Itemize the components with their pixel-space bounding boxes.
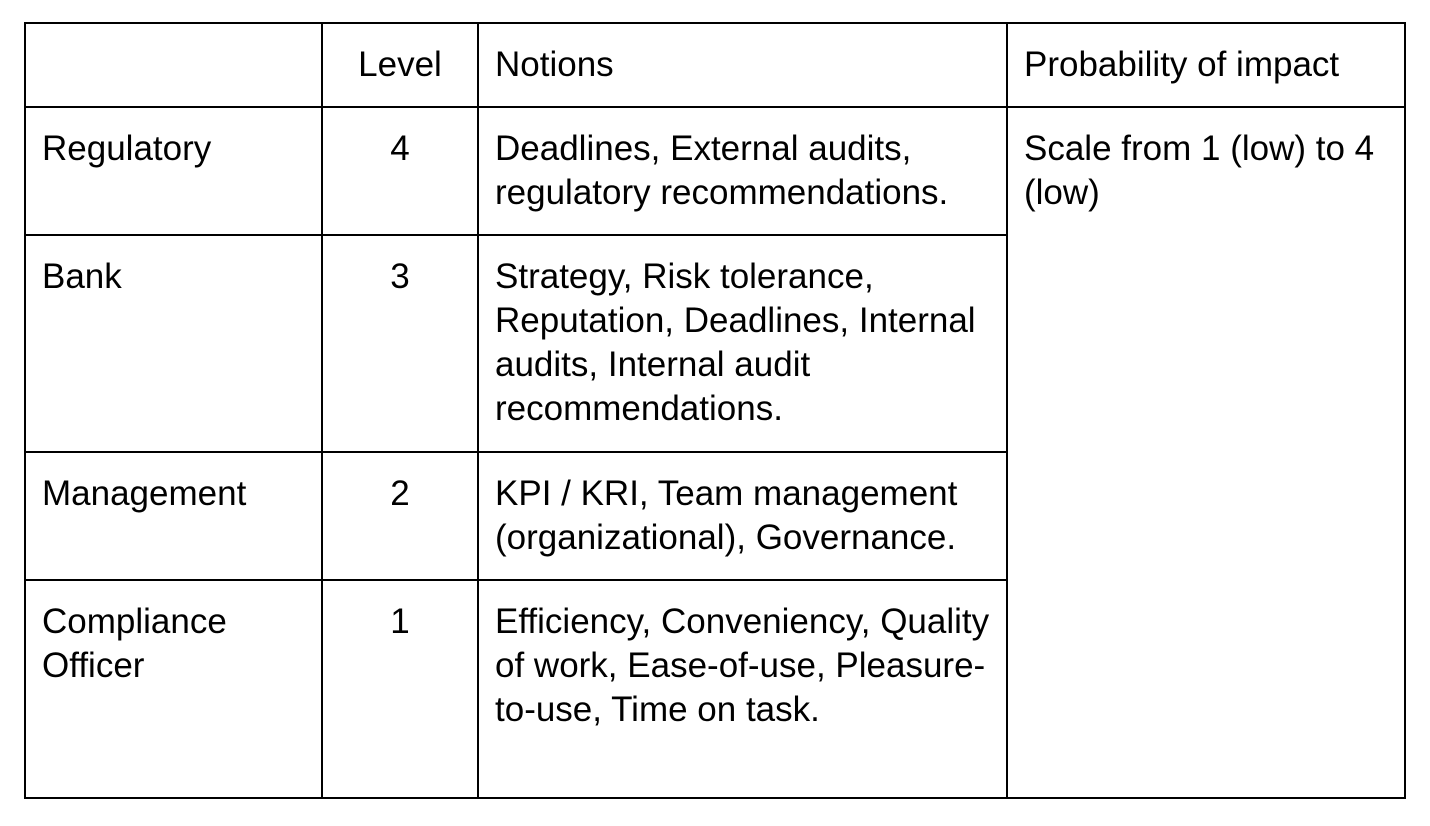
row-notions: Efficiency, Conveniency, Quality of work, Ease-of-use, Pleasure-to-use, Time on task. (478, 580, 1007, 798)
probability-note: Scale from 1 (low) to 4 (low) (1007, 107, 1405, 798)
row-notions: KPI / KRI, Team management (organizational), Governance. (478, 452, 1007, 580)
row-level: 2 (322, 452, 478, 580)
header-cell-probability: Probability of impact (1007, 23, 1405, 107)
row-category: Bank (25, 235, 322, 452)
row-category: Management (25, 452, 322, 580)
row-level: 4 (322, 107, 478, 235)
header-cell-level: Level (322, 23, 478, 107)
row-category: Regulatory (25, 107, 322, 235)
row-notions: Strategy, Risk tolerance, Reputation, Deadlines, Internal audits, Internal audit recommendations. (478, 235, 1007, 452)
table-row (25, 107, 1405, 235)
row-level: 1 (322, 580, 478, 798)
row-notions: Deadlines, External audits, regulatory recommendations. (478, 107, 1007, 235)
header-cell-category (25, 23, 322, 107)
header-cell-notions: Notions (478, 23, 1007, 107)
table-header-row (25, 23, 1405, 107)
row-level: 3 (322, 235, 478, 452)
impact-levels-table (24, 22, 1406, 799)
row-category: Compliance Officer (25, 580, 322, 798)
